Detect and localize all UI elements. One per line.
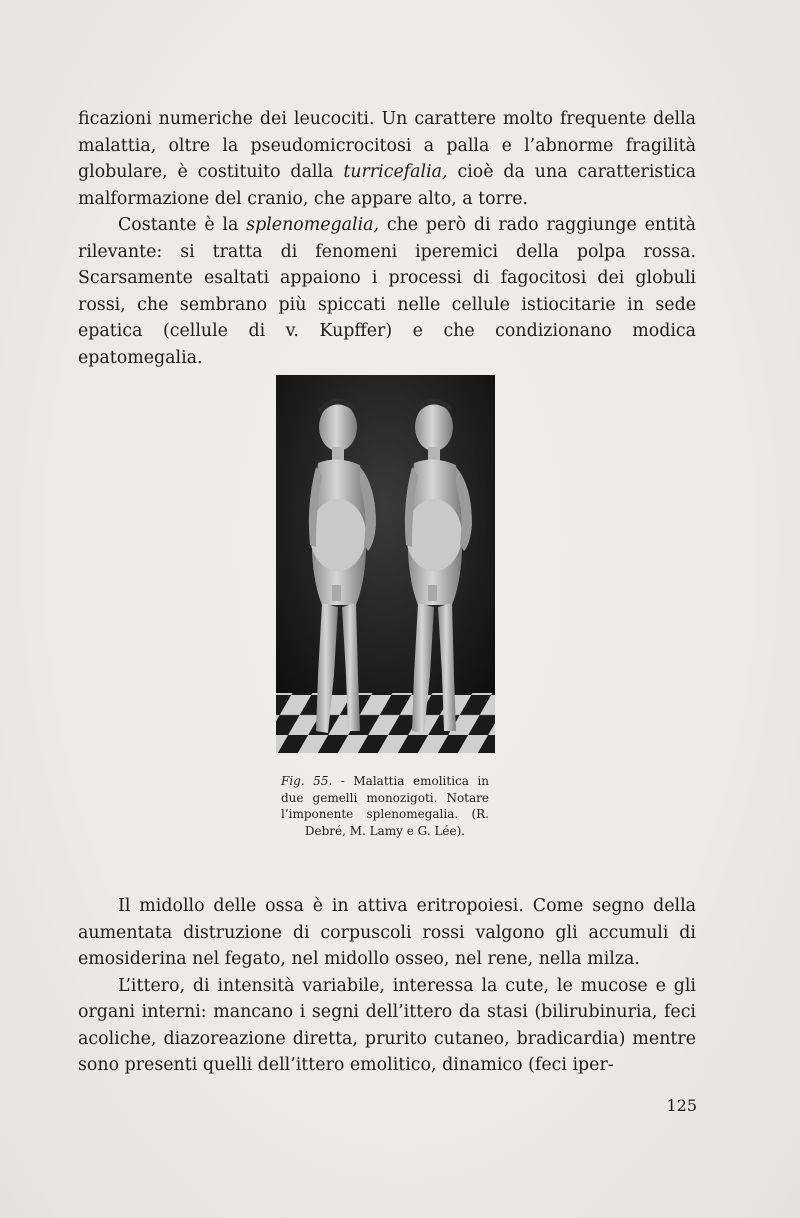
paragraph-ittero: L’ittero, di intensità variabile, interessa la cute, le mucose e gli organi interni: mancano i segni dell’ittero da stasi (bilirubinuria, feci acoliche, diazoreazione diretta, prurito cutaneo, bradicardia) mentre sono presenti quelli dell’ittero emolitico, dinamico (feci iper- (78, 975, 696, 1075)
text-run: cioè da una caratteristica malformazione del cranio, che appare alto, a torre. (78, 162, 696, 209)
twins-photo-illustration (276, 375, 495, 753)
text-run: ficazioni numeriche dei leucociti. Un carattere molto frequente della malattia, oltre la pseudomicrocitosi a palla e l’abnorme fragilità globulare, è costituito dalla (78, 109, 696, 182)
paragraph-splenomegalia (78, 212, 696, 371)
figure-caption-text: - Malattia emolitica in due gemelli monozigoti. Notare l’imponente splenomegalia. (R. Debré, M. Lamy e G. Lée). (281, 774, 489, 838)
page-number: 125 (666, 1096, 697, 1115)
paragraph-midollo: Il midollo delle ossa è in attiva eritropoiesi. Come segno della aumentata distruzione di corpuscoli rossi valgono gli accumuli di emosiderina nel fegato, nel midollo osseo, nel rene, nella milza. (78, 896, 696, 969)
figure-label: Fig. 55. (281, 774, 333, 788)
photo-twins (276, 375, 495, 753)
text-run: Costante è la (118, 215, 247, 235)
text-block-top (78, 106, 696, 371)
term-turricefalia: turricefalia, (343, 162, 448, 182)
text-run: che però di rado raggiunge entità rilevante: si tratta di fenomeni iperemici della polpa rossa. Scarsamente esaltati appaiono i processi di fagocitosi dei globuli rossi, che sembrano più spiccati nelle cellule istiocitarie in sede epatica (cellule di v. Kupffer) e che condizionano modica epatomegalia. (78, 215, 696, 368)
text-block-bottom (78, 893, 696, 1079)
figure-caption (281, 773, 489, 839)
term-splenomegalia: splenomegalia, (246, 215, 380, 235)
paragraph-turricefalia (78, 106, 696, 212)
